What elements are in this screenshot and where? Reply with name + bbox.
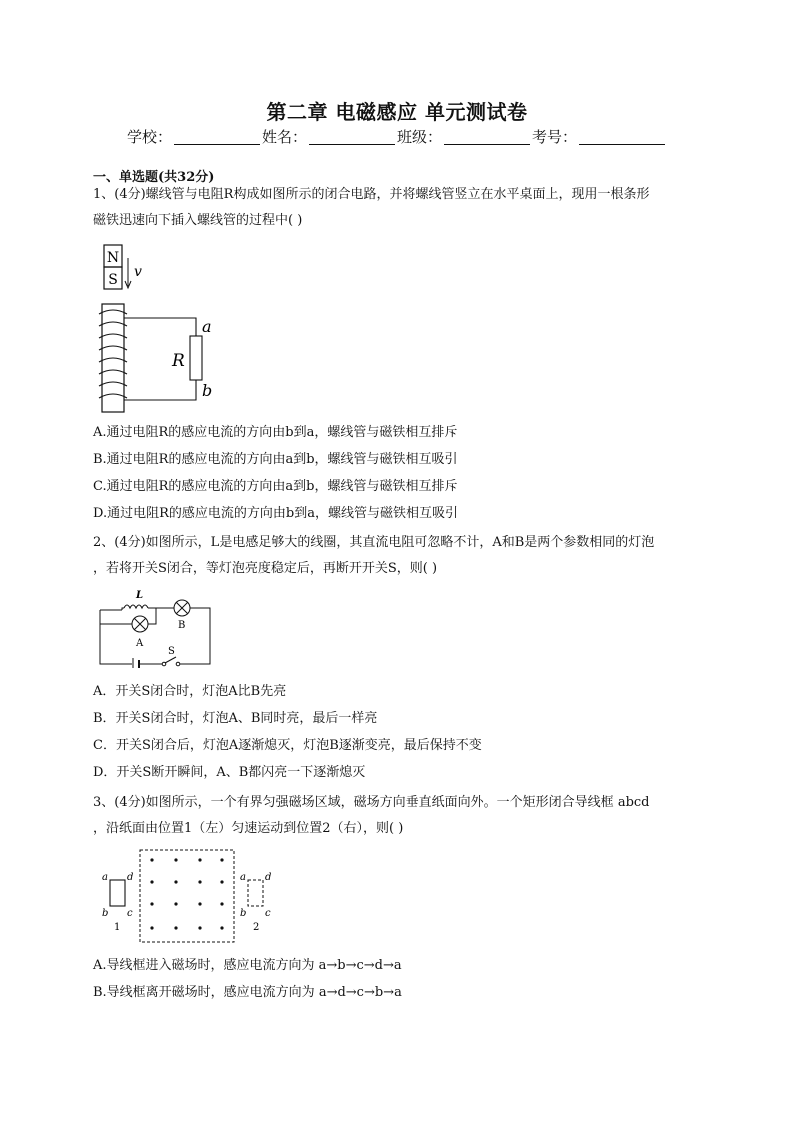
magnet-s-label: S: [108, 272, 118, 288]
frame-position-1: [110, 880, 125, 906]
solenoid-coils: [99, 310, 127, 398]
magnetic-field-dots: [150, 858, 223, 929]
school-label: 学校：: [126, 128, 172, 146]
lamp-a: [132, 616, 148, 632]
velocity-label: v: [134, 264, 142, 280]
frame1-c-label: c: [127, 908, 133, 919]
point-b-label: b: [202, 381, 213, 400]
lamp-b-label: B: [178, 620, 186, 631]
circuit-wires: [100, 608, 210, 664]
question-3-line-2: ，沿纸面由位置1（左）匀速运动到位置2（右），则( ): [93, 821, 404, 836]
section-heading: 一、单选题(共32分): [93, 170, 215, 185]
question-2-option-b[interactable]: B．开关S闭合时，灯泡A、B同时亮，最后一样亮: [93, 711, 378, 726]
question-1-option-c[interactable]: C.通过电阻R的感应电流的方向由a到b，螺线管与磁铁相互排斥: [93, 479, 458, 494]
frame1-a-label: a: [102, 872, 108, 883]
question-3-option-b[interactable]: B.导线框离开磁场时，感应电流方向为 a→d→c→b→a: [93, 985, 402, 1000]
school-blank[interactable]: [174, 130, 260, 145]
question-2-option-c[interactable]: C．开关S闭合后，灯泡A逐渐熄灭，灯泡B逐渐变亮，最后保持不变: [93, 738, 482, 753]
question-2-stem: [93, 530, 693, 582]
position-2-label: 2: [253, 922, 260, 933]
inductor-label: L: [136, 590, 144, 601]
inductor-coil: [124, 605, 148, 608]
switch-label: S: [168, 646, 175, 657]
number-blank[interactable]: [579, 130, 665, 145]
frame2-d-label: d: [265, 872, 272, 883]
name-label: 姓名：: [261, 128, 307, 146]
resistor-label: R: [172, 351, 185, 371]
question-3-line-1: 3、(4分)如图所示，一个有界匀强磁场区域，磁场方向垂直纸面向外。一个矩形闭合导线框 abcd: [93, 795, 650, 810]
question-1-figure: [96, 240, 236, 418]
class-blank[interactable]: [444, 130, 530, 145]
frame2-c-label: c: [265, 908, 271, 919]
question-1-line-2: 磁铁迅速向下插入螺线管的过程中( ): [93, 213, 303, 228]
position-1-label: 1: [114, 922, 121, 933]
top-wire: [124, 318, 196, 336]
magnetic-field-boundary: [140, 850, 234, 942]
bottom-wire: [124, 380, 196, 400]
question-1-option-b[interactable]: B.通过电阻R的感应电流的方向由a到b，螺线管与磁铁相互吸引: [93, 452, 458, 467]
question-2-figure: [96, 588, 216, 668]
magnet-n-label: N: [106, 250, 120, 266]
question-1-line-1: 1、(4分)螺线管与电阻R构成如图所示的闭合电路，并将螺线管竖立在水平桌面上，现用一根条形: [93, 187, 650, 202]
question-2-line-1: 2、(4分)如图所示，L是电感足够大的线圈，其直流电阻可忽略不计，A和B是两个参数相同的灯泡: [93, 535, 655, 550]
student-info-row: [0, 126, 794, 147]
name-blank[interactable]: [309, 130, 395, 145]
switch-s: [162, 657, 180, 666]
frame-position-2: [248, 880, 263, 906]
question-2-line-2: ，若将开关S闭合，等灯泡亮度稳定后，再断开开关S，则( ): [93, 561, 438, 576]
frame2-b-label: b: [240, 908, 247, 919]
lamp-a-label: A: [136, 638, 144, 649]
question-1-stem: [93, 182, 693, 234]
point-a-label: a: [202, 317, 212, 336]
question-2-option-d[interactable]: D．开关S断开瞬间，A、B都闪亮一下逐渐熄灭: [93, 765, 366, 780]
question-1-option-a[interactable]: A.通过电阻R的感应电流的方向由b到a，螺线管与磁铁相互排斥: [93, 425, 458, 440]
question-3-figure: [98, 846, 278, 946]
frame1-b-label: b: [102, 908, 109, 919]
frame2-a-label: a: [240, 872, 246, 883]
question-3-stem: [93, 790, 693, 842]
resistor: [190, 336, 202, 380]
question-1-option-d[interactable]: D.通过电阻R的感应电流的方向由b到a，螺线管与磁铁相互吸引: [93, 506, 458, 521]
battery: [133, 658, 139, 668]
number-label: 考号：: [532, 128, 578, 146]
lamp-b: [174, 600, 190, 616]
question-3-option-a[interactable]: A.导线框进入磁场时，感应电流方向为 a→b→c→d→a: [93, 958, 402, 973]
frame1-d-label: d: [127, 872, 134, 883]
class-label: 班级：: [397, 128, 443, 146]
page-title: 第二章 电磁感应 单元测试卷: [266, 100, 528, 124]
question-2-option-a[interactable]: A．开关S闭合时，灯泡A比B先亮: [93, 684, 287, 699]
